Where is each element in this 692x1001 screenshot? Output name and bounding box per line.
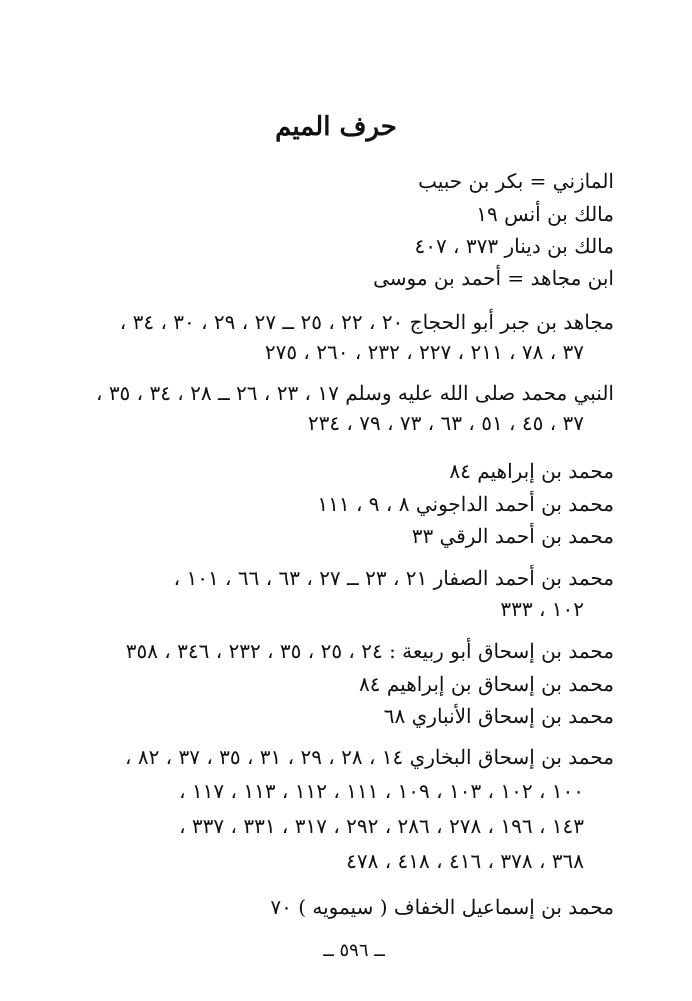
page-number xyxy=(0,940,692,961)
index-entry: محمد بن أحمد الرقي ٣٣ xyxy=(411,524,614,548)
section-heading-text: حرف الميم xyxy=(275,112,397,142)
index-entry: مجاهد بن جبر أبو الحجاج ٢٠ ، ٢٢ ، ٢٥ ــ ٢٧ ، ٢٩ ، ٣٠ ، ٣٤ ، xyxy=(119,310,614,334)
index-entry: مالك بن دينار ٣٧٣ ، ٤٠٧ xyxy=(414,234,614,258)
index-entry-continuation: ١٠٢ ، ٣٣٣ xyxy=(500,597,584,621)
index-entry: محمد بن إسحاق أبو ربيعة : ٢٤ ، ٢٥ ، ٣٥ ، ٢٣٢ ، ٣٤٦ ، ٣٥٨ xyxy=(125,639,614,663)
index-entry: النبي محمد صلى الله عليه وسلم ١٧ ، ٢٣ ، ٢٦ ــ ٢٨ ، ٣٤ ، ٣٥ ، xyxy=(96,381,614,405)
index-entry: مالك بن أنس ١٩ xyxy=(476,202,614,226)
section-heading xyxy=(0,112,692,142)
index-entry: محمد بن إسحاق بن إبراهيم ٨٤ xyxy=(359,672,614,696)
index-entry: محمد بن إبراهيم ٨٤ xyxy=(449,459,614,483)
index-entry: محمد بن إسحاق البخاري ١٤ ، ٢٨ ، ٢٩ ، ٣١ ، ٣٥ ، ٣٧ ، ٨٢ ، xyxy=(125,745,614,769)
index-entry: محمد بن أحمد الصفار ٢١ ، ٢٣ ــ ٢٧ ، ٦٣ ، ٦٦ ، ١٠١ ، xyxy=(173,566,614,590)
index-entry-continuation: ٣٦٨ ، ٣٧٨ ، ٤١٦ ، ٤١٨ ، ٤٧٨ xyxy=(346,849,584,873)
index-entry: محمد بن إسماعيل الخفاف ( سيمويه ) ٧٠ xyxy=(270,895,614,919)
index-entry: محمد بن أحمد الداجوني ٨ ، ٩ ، ١١١ xyxy=(317,492,614,516)
index-entry-continuation: ٣٧ ، ٤٥ ، ٥١ ، ٦٣ ، ٧٣ ، ٧٩ ، ٢٣٤ xyxy=(307,411,584,435)
index-entry-continuation: ٣٧ ، ٧٨ ، ٢١١ ، ٢٢٧ ، ٢٣٢ ، ٢٦٠ ، ٢٧٥ xyxy=(264,340,584,364)
index-entry: المازني = بكر بن حبيب xyxy=(418,169,614,193)
index-entry: محمد بن إسحاق الأنباري ٦٨ xyxy=(383,704,614,728)
index-entry-continuation: ١٠٠ ، ١٠٢ ، ١٠٣ ، ١٠٩ ، ١١١ ، ١١٢ ، ١١٣ ، ١١٧ ، xyxy=(179,779,584,803)
index-entry-continuation: ١٤٣ ، ١٩٦ ، ٢٧٨ ، ٢٨٦ ، ٢٩٢ ، ٣١٧ ، ٣٣١ ، ٣٣٧ ، xyxy=(179,814,584,838)
index-entry: ابن مجاهد = أحمد بن موسى xyxy=(373,266,614,290)
page-number-text: ــ ٥٩٦ ــ xyxy=(323,940,385,961)
